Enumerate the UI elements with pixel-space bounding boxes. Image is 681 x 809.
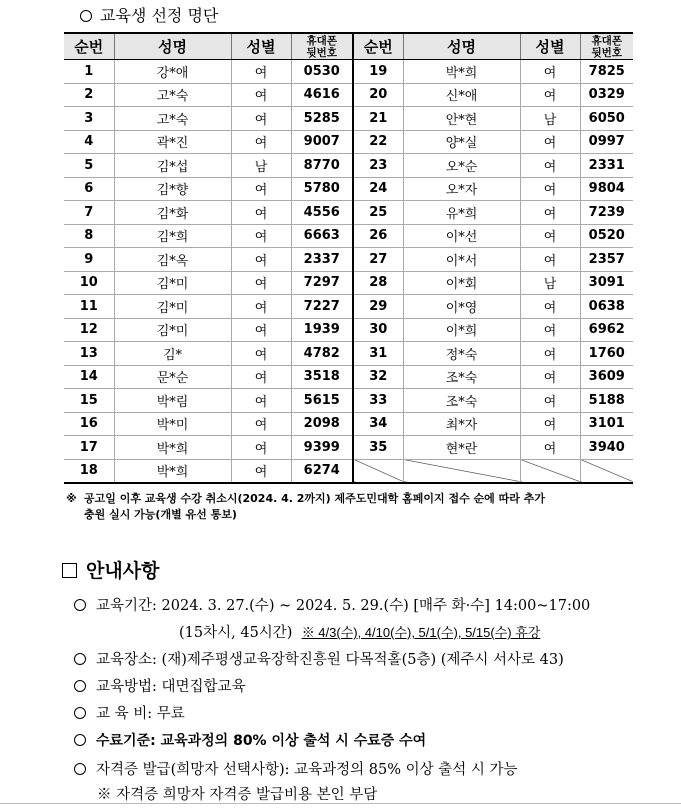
cell-name: 조*숙 [403,365,520,389]
cell-name: 오*자 [403,177,520,201]
cell-no: 5 [64,154,114,178]
notice-period-detail [179,621,540,642]
notice-period [74,594,590,615]
header-phone [291,33,353,60]
cell-phone: 4616 [291,83,353,107]
cell-name: 유*희 [403,201,520,225]
header-sex: 성별 [231,33,291,60]
cell-sex: 여 [231,271,291,295]
note-mark: ※ [66,492,77,505]
header-name-right: 성명 [403,33,520,60]
notice-fee [74,702,185,723]
cell-name: 안*현 [403,107,520,131]
cell-name: 현*란 [403,436,520,460]
note-line1: 공고일 이후 교육생 수강 취소시(2024. 4. 2까지) 제주도민대학 홈페이지 접수 순에 따라 추가 [84,492,545,505]
completion-label: 수료기준: [96,733,156,749]
cell-sex: 여 [231,318,291,342]
cell-name: 고*숙 [114,83,231,107]
cell-sex: 여 [520,130,580,154]
header-phone-line2: 뒷번호 [306,46,337,59]
cell-sex: 여 [231,107,291,131]
cell-sex: 여 [231,83,291,107]
cell-phone: 6663 [291,224,353,248]
cell-name: 이*희 [403,318,520,342]
cell-phone: 0520 [580,224,633,248]
cell-phone: 4782 [291,342,353,366]
cert-value: 교육과정의 85% 이상 출석 시 가능 [294,762,518,778]
circle-bullet-icon [74,734,86,746]
cell-phone: 0638 [580,295,633,319]
cell-no: 14 [64,365,114,389]
notice-method [74,675,246,696]
cell-no: 3 [64,107,114,131]
circle-bullet-icon [80,10,92,22]
completion-value: 교육과정의 80% 이상 출석 시 수료증 수여 [160,733,427,749]
table-row [64,177,633,201]
cell-sex: 여 [520,248,580,272]
cell-phone: 9804 [580,177,633,201]
section-title-text: 교육생 선정 명단 [100,6,219,25]
cell-no: 1 [64,60,114,84]
cell-name: 이*회 [403,271,520,295]
cell-no: 35 [353,436,403,460]
header-phone-right-line1: 휴대폰 [591,34,622,47]
cell-sex: 여 [520,365,580,389]
notice-title [62,556,159,583]
cell-sex: 여 [231,365,291,389]
cell-name: 김*화 [114,201,231,225]
cell-name: 양*실 [403,130,520,154]
circle-bullet-icon [74,707,86,719]
cell-sex: 여 [520,295,580,319]
cell-sex: 여 [520,412,580,436]
table-row [64,83,633,107]
cell-name: 오*순 [403,154,520,178]
cell-phone: 1939 [291,318,353,342]
cell-phone: 2357 [580,248,633,272]
cell-phone: 2098 [291,412,353,436]
cell-name: 김*희 [114,224,231,248]
header-no-right: 순번 [353,33,403,60]
cell-sex: 여 [231,60,291,84]
cell-name: 김*미 [114,271,231,295]
cell-phone: 5188 [580,389,633,413]
table-row [64,201,633,225]
cell-sex: 남 [520,107,580,131]
cell-name: 이*선 [403,224,520,248]
checkbox-square-icon [62,563,77,578]
header-no: 순번 [64,33,114,60]
cell-no: 30 [353,318,403,342]
cell-phone: 3101 [580,412,633,436]
footer-rule [0,803,681,804]
cell-name: 김*향 [114,177,231,201]
cell-sex: 여 [520,177,580,201]
cell-phone: 9399 [291,436,353,460]
table-row [64,318,633,342]
cell-name: 김*미 [114,295,231,319]
period-value: 2024. 3. 27.(수) ~ 2024. 5. 29.(수) [매주 화·수] 14:00~17:00 [161,598,591,614]
cell-phone: 4556 [291,201,353,225]
cell-name: 김*미 [114,318,231,342]
place-value: (재)제주평생교육장학진흥원 다목적홀(5층) (제주시 서사로 43) [161,652,564,668]
cell-no: 21 [353,107,403,131]
table-row [64,459,633,483]
header-name: 성명 [114,33,231,60]
fee-value: 무료 [156,706,185,722]
cell-phone: 7227 [291,295,353,319]
cell-no: 28 [353,271,403,295]
table-row [64,107,633,131]
cell-phone: 6050 [580,107,633,131]
cell-no: 7 [64,201,114,225]
cancellation-note [66,491,626,523]
table-row [64,365,633,389]
cell-no: 22 [353,130,403,154]
cell-phone: 0997 [580,130,633,154]
cell-name: 박*미 [114,412,231,436]
table-row [64,412,633,436]
cell-phone: 7297 [291,271,353,295]
fee-label: 교 육 비: [96,706,153,722]
cell-name: 곽*진 [114,130,231,154]
cell-no: 18 [64,459,114,483]
cell-phone: 7825 [580,60,633,84]
notice-place [74,648,564,669]
cell-no: 4 [64,130,114,154]
cell-sex: 여 [231,412,291,436]
cell-no: 34 [353,412,403,436]
cell-sex: 여 [231,177,291,201]
cell-sex: 여 [231,389,291,413]
cell-sex: 여 [520,389,580,413]
notice-certificate [74,758,517,779]
cell-no: 17 [64,436,114,460]
period-label: 교육기간: [96,598,157,614]
cell-sex: 여 [231,201,291,225]
cell-sex: 남 [231,154,291,178]
cell-phone: 3940 [580,436,633,460]
cell-sex: 여 [231,459,291,483]
section-title [80,3,218,26]
cell-phone: 5780 [291,177,353,201]
cell-no: 8 [64,224,114,248]
empty-cell [580,459,633,483]
cell-sex: 여 [231,295,291,319]
table-row [64,342,633,366]
cell-no: 12 [64,318,114,342]
notice-certificate-note: ※ 자격증 희망자 자격증 발급비용 본인 부담 [97,787,378,803]
circle-bullet-icon [74,763,86,775]
cell-name: 박*림 [114,389,231,413]
cell-no: 31 [353,342,403,366]
cell-no: 27 [353,248,403,272]
cell-no: 15 [64,389,114,413]
cell-no: 9 [64,248,114,272]
table-row [64,154,633,178]
cell-no: 32 [353,365,403,389]
period-holiday: ※ 4/3(수), 4/10(수), 5/1(수), 5/15(수) 휴강 [301,625,541,640]
cell-name: 이*영 [403,295,520,319]
cell-no: 20 [353,83,403,107]
cell-no: 13 [64,342,114,366]
trainee-roster-table [64,32,633,484]
cell-phone: 6962 [580,318,633,342]
period-sessions: (15차시, 45시간) [179,625,293,641]
cell-name: 이*서 [403,248,520,272]
cell-phone: 9007 [291,130,353,154]
cell-name: 고*숙 [114,107,231,131]
cell-sex: 여 [231,224,291,248]
empty-cell [520,459,580,483]
cell-phone: 0329 [580,83,633,107]
cell-sex: 여 [231,342,291,366]
cell-sex: 여 [520,154,580,178]
cell-no: 10 [64,271,114,295]
header-phone-right-line2: 뒷번호 [591,46,622,59]
cell-sex: 남 [520,271,580,295]
cell-name: 김*섭 [114,154,231,178]
note-line2: 충원 실시 가능(개별 유선 통보) [84,508,237,521]
cell-phone: 0530 [291,60,353,84]
cell-name: 신*애 [403,83,520,107]
cell-no: 33 [353,389,403,413]
cell-phone: 3609 [580,365,633,389]
table-row [64,248,633,272]
cell-name: 박*희 [114,436,231,460]
cell-sex: 여 [520,342,580,366]
cell-sex: 여 [520,60,580,84]
cell-no: 19 [353,60,403,84]
circle-bullet-icon [74,680,86,692]
notice-completion [74,730,426,750]
header-phone-line1: 휴대폰 [306,34,337,47]
cell-name: 문*순 [114,365,231,389]
method-value: 대면집합교육 [161,679,246,695]
table-row [64,271,633,295]
cell-phone: 5615 [291,389,353,413]
cell-name: 박*희 [114,459,231,483]
cell-name: 김* [114,342,231,366]
place-label: 교육장소: [96,652,157,668]
cell-no: 2 [64,83,114,107]
cell-sex: 여 [520,224,580,248]
circle-bullet-icon [74,599,86,611]
cert-label: 자격증 발급(희망자 선택사항): [96,762,290,778]
cell-sex: 여 [231,130,291,154]
cell-sex: 여 [520,83,580,107]
table-row [64,224,633,248]
cell-name: 정*숙 [403,342,520,366]
cell-sex: 여 [520,201,580,225]
circle-bullet-icon [74,653,86,665]
table-row [64,436,633,460]
empty-cell [403,459,520,483]
cell-no: 23 [353,154,403,178]
cell-no: 11 [64,295,114,319]
empty-cell [353,459,403,483]
cell-phone: 3091 [580,271,633,295]
cell-no: 16 [64,412,114,436]
cell-no: 26 [353,224,403,248]
notice-title-text: 안내사항 [86,560,160,582]
cell-no: 29 [353,295,403,319]
cell-name: 강*애 [114,60,231,84]
header-phone-right [580,33,633,60]
cell-sex: 여 [520,318,580,342]
cell-name: 박*희 [403,60,520,84]
cell-name: 조*숙 [403,389,520,413]
cell-phone: 7239 [580,201,633,225]
cell-sex: 여 [231,436,291,460]
table-row [64,295,633,319]
cell-phone: 1760 [580,342,633,366]
table-row [64,130,633,154]
cell-phone: 3518 [291,365,353,389]
method-label: 교육방법: [96,679,157,695]
cell-phone: 6274 [291,459,353,483]
header-sex-right: 성별 [520,33,580,60]
cell-no: 25 [353,201,403,225]
table-header-row [64,33,633,60]
cell-no: 6 [64,177,114,201]
cell-phone: 2337 [291,248,353,272]
cell-phone: 8770 [291,154,353,178]
cell-name: 김*옥 [114,248,231,272]
cell-phone: 5285 [291,107,353,131]
cell-name: 최*자 [403,412,520,436]
cell-sex: 여 [231,248,291,272]
cell-phone: 2331 [580,154,633,178]
cell-sex: 여 [520,436,580,460]
table-row [64,389,633,413]
cell-no: 24 [353,177,403,201]
table-row [64,60,633,84]
